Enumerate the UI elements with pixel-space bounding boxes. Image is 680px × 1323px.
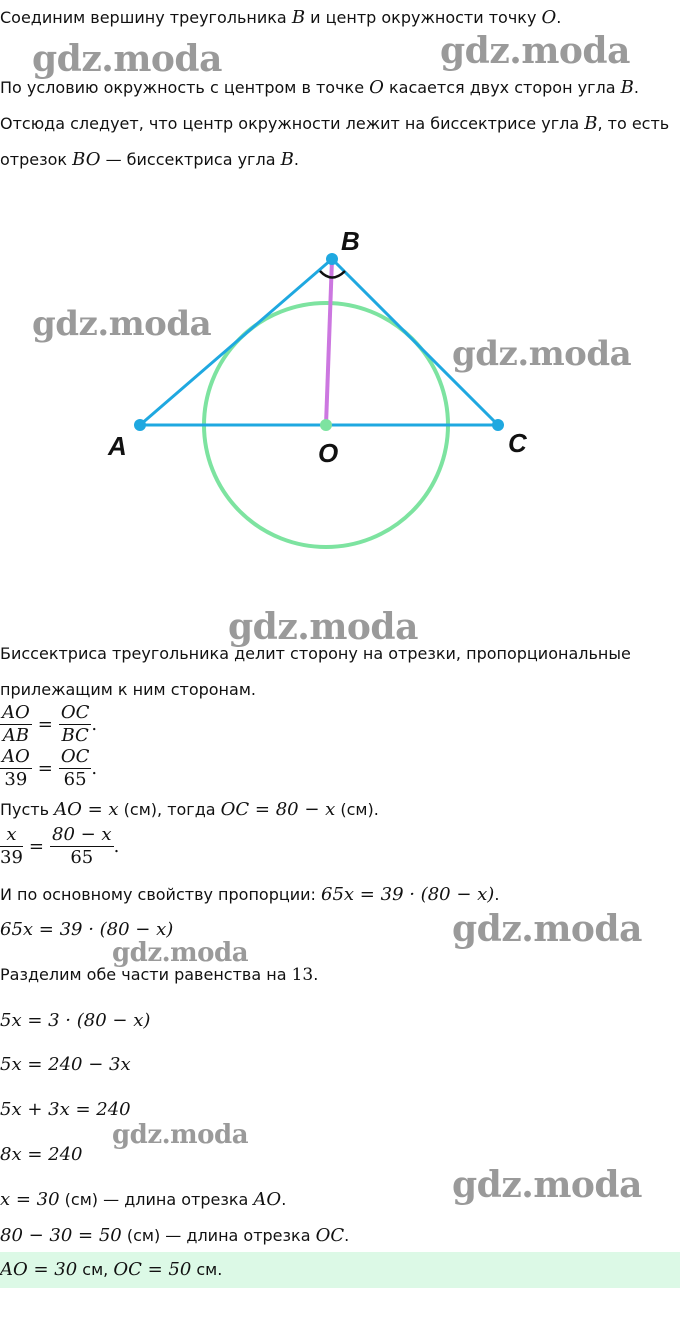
denominator: 39 (0, 847, 23, 868)
numerator: AO (2, 746, 30, 767)
math: O (541, 7, 557, 28)
equals-sign: = (37, 758, 53, 779)
watermark: gdz.moda (440, 30, 630, 72)
watermark: gdz.moda (452, 908, 642, 950)
text: . (344, 1226, 350, 1245)
equals-sign: = (37, 714, 53, 735)
denominator: BC (61, 725, 89, 746)
text-line (0, 1226, 349, 1246)
watermark: gdz.moda (32, 38, 222, 80)
math: 5x = 240 − 3x (0, 1054, 131, 1075)
answer-box (0, 1252, 680, 1288)
fraction (50, 824, 114, 869)
watermark: gdz.moda (112, 1120, 249, 1150)
math: B (280, 149, 294, 170)
fraction-equation-3 (0, 824, 125, 869)
numerator: AO (2, 702, 30, 723)
math: 65x = 39 · (80 − x) (321, 884, 495, 905)
text: . (494, 885, 500, 904)
text: (см), тогда (118, 800, 221, 819)
watermark: gdz.moda (452, 1164, 642, 1206)
math: AO = 30 (0, 1259, 78, 1280)
math: 65x = 39 · (80 − x) (0, 919, 174, 940)
text-line (0, 965, 318, 985)
text: , то есть (597, 114, 670, 133)
math: 5x = 3 · (80 − x) (0, 1010, 151, 1031)
text: отрезок (0, 150, 73, 169)
text: . (556, 8, 562, 27)
triangle-diagram (0, 200, 680, 560)
math-line (0, 1055, 131, 1075)
fraction (59, 746, 92, 791)
numerator: OC (60, 702, 90, 723)
text: . (313, 965, 319, 984)
text: Пусть (0, 800, 55, 819)
math: OC (315, 1225, 345, 1246)
text: (см) — длина отрезка (121, 1226, 316, 1245)
fraction (0, 702, 32, 747)
text-line (0, 8, 561, 28)
period: . (91, 714, 98, 735)
label-a: A (108, 431, 127, 461)
math: B (584, 113, 598, 134)
label-c: C (508, 428, 527, 458)
fraction (59, 702, 92, 747)
math: AO (253, 1189, 282, 1210)
text: и центр окружности точку (305, 8, 542, 27)
text-line (0, 150, 299, 170)
math: OC = 80 − x (220, 799, 336, 820)
fraction (0, 746, 32, 791)
text: касается двух сторон угла (383, 78, 621, 97)
denominator: AB (2, 725, 29, 746)
math: B (620, 77, 634, 98)
math: OC = 50 (113, 1259, 192, 1280)
fraction-equation-1 (0, 702, 103, 747)
math-line (0, 1100, 131, 1120)
numerator: 80 − x (52, 824, 112, 845)
math: 13 (291, 965, 314, 985)
text-line (0, 885, 499, 905)
watermark: gdz.moda (32, 304, 212, 344)
bisector-bo (326, 259, 332, 425)
math: 5x + 3x = 240 (0, 1099, 131, 1120)
watermark: gdz.moda (112, 938, 249, 968)
text: (см). (335, 800, 379, 819)
watermark: gdz.moda (452, 334, 632, 374)
math-line (0, 920, 173, 940)
point-c (492, 419, 504, 431)
text: Разделим обе части равенства на (0, 965, 292, 984)
text: . (293, 150, 299, 169)
math-line (0, 1145, 83, 1165)
label-o: O (318, 438, 339, 468)
text: (см) — длина отрезка (59, 1190, 254, 1209)
math: AO = x (54, 799, 119, 820)
denominator: 39 (4, 769, 28, 790)
fraction (0, 824, 23, 869)
equals-sign: = (28, 836, 44, 857)
text-line: прилежащим к ним сторонам. (0, 680, 256, 699)
label-b: B (341, 226, 360, 256)
text: см. (191, 1260, 223, 1279)
text: Отсюда следует, что центр окружности лежит на биссектрисе угла (0, 114, 585, 133)
text: И по основному свойству пропорции: (0, 885, 322, 904)
watermark: gdz.moda (228, 606, 418, 648)
math: B (291, 7, 306, 28)
text: По условию окружность с центром в точке (0, 78, 370, 97)
text: . (281, 1190, 287, 1209)
math: O (369, 77, 384, 98)
math: BO (72, 149, 101, 170)
period: . (91, 758, 98, 779)
text: см, (77, 1260, 114, 1279)
text: — биссектриса угла (100, 150, 281, 169)
text-line (0, 78, 639, 98)
point-o (320, 419, 332, 431)
numerator: OC (60, 746, 90, 767)
text-line (0, 1190, 286, 1210)
numerator: x (0, 824, 23, 847)
denominator: 65 (70, 847, 94, 868)
point-b (326, 253, 338, 265)
text: . (633, 78, 639, 97)
math: 80 − 30 = 50 (0, 1225, 122, 1246)
denominator: 65 (63, 769, 87, 790)
math: 8x = 240 (0, 1144, 83, 1165)
text-line (0, 114, 669, 134)
math: x = 30 (0, 1189, 60, 1210)
period: . (113, 836, 120, 857)
text-line (0, 800, 379, 820)
answer-text (0, 1260, 222, 1280)
text-line: Биссектриса треугольника делит сторону на отрезки, пропорциональные (0, 644, 631, 663)
fraction-equation-2 (0, 746, 103, 791)
text: Соединим вершину треугольника (0, 8, 292, 27)
point-a (134, 419, 146, 431)
math-line (0, 1011, 150, 1031)
